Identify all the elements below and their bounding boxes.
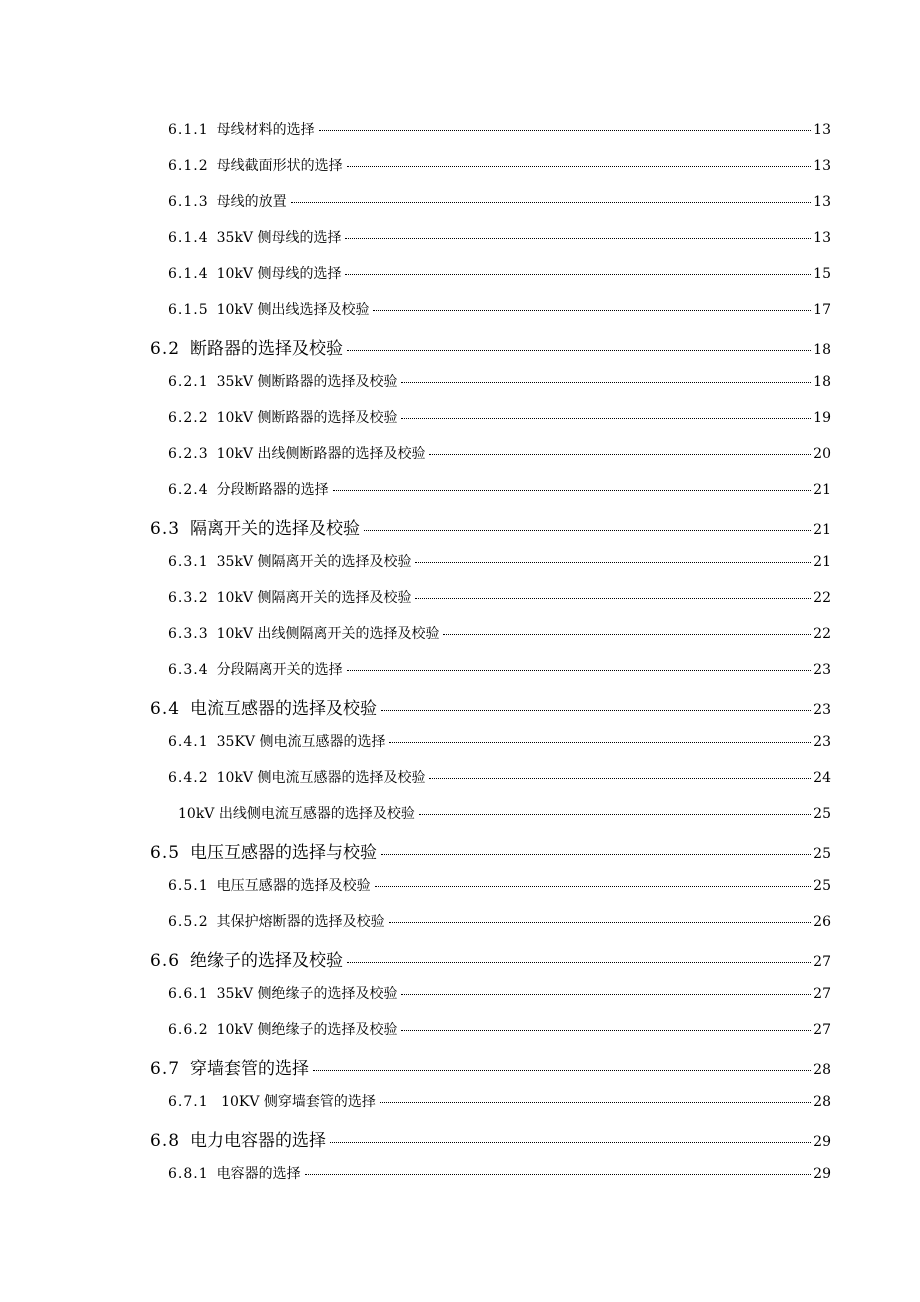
toc-entry-number: 6.1.2 <box>168 158 209 174</box>
toc-entry-page: 15 <box>813 266 831 282</box>
toc-entry-page: 25 <box>813 846 831 862</box>
toc-entry-page: 22 <box>813 626 831 642</box>
toc-entry-number: 6.2 <box>150 339 181 359</box>
toc-entry-number: 6.3.2 <box>168 590 209 606</box>
toc-entry-title: 10kV 出线侧电流互感器的选择及校验 <box>178 806 415 822</box>
toc-entry-number: 6.7.1 <box>168 1094 209 1110</box>
dot-leader <box>429 777 811 779</box>
toc-entry-page: 22 <box>813 590 831 606</box>
toc-entry-page: 25 <box>813 878 831 894</box>
toc-entry-page: 13 <box>813 158 831 174</box>
dot-leader <box>291 201 812 203</box>
toc-entry-number: 6.1.5 <box>168 302 209 318</box>
toc-entry-number: 6.2.1 <box>168 374 209 390</box>
toc-entry-number: 6.8 <box>150 1131 181 1151</box>
toc-entry-page: 21 <box>813 482 831 498</box>
toc-entry[interactable] <box>168 1091 831 1111</box>
toc-section-entry[interactable] <box>150 838 831 863</box>
toc-section-entry[interactable] <box>150 1126 831 1151</box>
toc-entry-title: 35kV 侧断路器的选择及校验 <box>216 374 398 390</box>
toc-entry-title: 母线材料的选择 <box>216 122 315 138</box>
toc-entry[interactable] <box>168 119 831 139</box>
toc-section-entry[interactable] <box>150 694 831 719</box>
dot-leader <box>415 597 811 599</box>
dot-leader <box>319 129 812 131</box>
toc-entry-title: 35KV 侧电流互感器的选择 <box>216 734 386 750</box>
toc-entry-number: 6.4.1 <box>168 734 209 750</box>
toc-entry[interactable] <box>168 155 831 175</box>
toc-entry-number: 6.6.1 <box>168 986 209 1002</box>
dot-leader <box>415 561 811 563</box>
toc-entry-number: 6.3 <box>150 519 181 539</box>
toc-entry-title: 10kV 侧绝缘子的选择及校验 <box>216 1022 398 1038</box>
toc-entry-number: 6.3.3 <box>168 626 209 642</box>
dot-leader <box>419 813 811 815</box>
toc-entry-number: 6.3.4 <box>168 662 209 678</box>
toc-entry[interactable] <box>168 767 831 787</box>
toc-entry-number: 6.5.1 <box>168 878 209 894</box>
dot-leader <box>401 1029 811 1031</box>
toc-entry-page: 29 <box>813 1166 831 1182</box>
toc-entry-title: 电压互感器的选择与校验 <box>190 843 378 863</box>
toc-entry-page: 21 <box>813 554 831 570</box>
toc-entry[interactable] <box>168 443 831 463</box>
toc-entry-title: 分段断路器的选择 <box>216 482 329 498</box>
toc-entry-page: 23 <box>813 702 831 718</box>
toc-entry-page: 23 <box>813 734 831 750</box>
toc-entry[interactable] <box>168 227 831 247</box>
dot-leader <box>330 1141 811 1143</box>
toc-entry[interactable] <box>178 803 831 823</box>
toc-entry-number: 6.7 <box>150 1059 181 1079</box>
toc-entry-number: 6.2.4 <box>168 482 209 498</box>
toc-section-entry[interactable] <box>150 946 831 971</box>
toc-entry-number: 6.1.4 <box>168 266 209 282</box>
toc-entry-number: 6.6 <box>150 951 181 971</box>
toc-entry[interactable] <box>168 479 831 499</box>
dot-leader <box>389 921 812 923</box>
dot-leader <box>345 273 811 275</box>
toc-entry-title: 10kV 侧母线的选择 <box>216 266 342 282</box>
dot-leader <box>401 417 811 419</box>
toc-entry-title: 母线截面形状的选择 <box>216 158 343 174</box>
toc-entry-number: 6.5 <box>150 843 181 863</box>
dot-leader <box>345 237 811 239</box>
toc-entry-number: 6.4.2 <box>168 770 209 786</box>
toc-entry-page: 27 <box>813 986 831 1002</box>
toc-entry-page: 13 <box>813 230 831 246</box>
dot-leader <box>305 1173 812 1175</box>
toc-entry-number: 6.2.2 <box>168 410 209 426</box>
toc-entry[interactable] <box>168 551 831 571</box>
toc-entry-number: 6.1.1 <box>168 122 209 138</box>
toc-entry-title: 10KV 侧穿墙套管的选择 <box>216 1094 376 1110</box>
toc-entry[interactable] <box>168 587 831 607</box>
toc-entry-title: 35kV 侧母线的选择 <box>216 230 342 246</box>
toc-entry-title: 35kV 侧绝缘子的选择及校验 <box>216 986 398 1002</box>
toc-entry-title: 电力电容器的选择 <box>190 1131 327 1151</box>
toc-entry-title: 10kV 侧断路器的选择及校验 <box>216 410 398 426</box>
toc-entry[interactable] <box>168 371 831 391</box>
toc-entry-page: 26 <box>813 914 831 930</box>
toc-entry[interactable] <box>168 659 831 679</box>
toc-entry-title: 10kV 出线侧断路器的选择及校验 <box>216 446 426 462</box>
toc-entry-number: 6.4 <box>150 699 181 719</box>
dot-leader <box>347 669 812 671</box>
toc-entry[interactable] <box>168 623 831 643</box>
toc-entry-number: 6.5.2 <box>168 914 209 930</box>
toc-entry-number: 6.1.3 <box>168 194 209 210</box>
toc-entry-title: 母线的放置 <box>216 194 287 210</box>
dot-leader <box>313 1069 811 1071</box>
toc-entry-number: 6.3.1 <box>168 554 209 570</box>
toc-entry-title: 10kV 出线侧隔离开关的选择及校验 <box>216 626 440 642</box>
dot-leader <box>375 885 812 887</box>
dot-leader <box>429 453 811 455</box>
toc-entry-title: 其保护熔断器的选择及校验 <box>216 914 385 930</box>
dot-leader <box>347 961 811 963</box>
dot-leader <box>389 741 811 743</box>
toc-entry-page: 27 <box>813 954 831 970</box>
toc-entry-title: 穿墙套管的选择 <box>190 1059 310 1079</box>
toc-entry-page: 28 <box>813 1062 831 1078</box>
dot-leader <box>401 381 811 383</box>
toc-entry-number: 6.8.1 <box>168 1166 209 1182</box>
toc-entry-page: 28 <box>813 1094 831 1110</box>
toc-entry[interactable] <box>168 299 831 319</box>
toc-entry-page: 29 <box>813 1134 831 1150</box>
toc-entry-page: 19 <box>813 410 831 426</box>
toc-entry-page: 13 <box>813 194 831 210</box>
toc-section-entry[interactable] <box>150 1054 831 1079</box>
toc-entry-page: 20 <box>813 446 831 462</box>
toc-entry-page: 24 <box>813 770 831 786</box>
toc-entry[interactable] <box>168 263 831 283</box>
toc-entry-number: 6.2.3 <box>168 446 209 462</box>
dot-leader <box>364 529 811 531</box>
toc-entry-title: 分段隔离开关的选择 <box>216 662 343 678</box>
dot-leader <box>443 633 811 635</box>
dot-leader <box>373 309 811 311</box>
toc-entry[interactable] <box>168 1163 831 1183</box>
toc-entry-page: 21 <box>813 522 831 538</box>
toc-entry-title: 绝缘子的选择及校验 <box>190 951 344 971</box>
toc-entry[interactable] <box>168 191 831 211</box>
dot-leader <box>347 165 812 167</box>
dot-leader <box>380 1101 811 1103</box>
dot-leader <box>333 489 812 491</box>
toc-entry-title: 电容器的选择 <box>216 1166 301 1182</box>
dot-leader <box>401 993 811 995</box>
toc-entry-title: 10kV 侧电流互感器的选择及校验 <box>216 770 426 786</box>
toc-section-entry[interactable] <box>150 514 831 539</box>
toc-entry-page: 13 <box>813 122 831 138</box>
toc-entry[interactable] <box>168 731 831 751</box>
toc-entry-number: 6.6.2 <box>168 1022 209 1038</box>
toc-entry[interactable] <box>168 1019 831 1039</box>
toc-entry[interactable] <box>168 407 831 427</box>
toc-entry[interactable] <box>168 983 831 1003</box>
toc-entry-title: 10kV 侧隔离开关的选择及校验 <box>216 590 412 606</box>
toc-entry-number: 6.1.4 <box>168 230 209 246</box>
toc-entry-title: 电流互感器的选择及校验 <box>190 699 378 719</box>
dot-leader <box>381 709 811 711</box>
dot-leader <box>347 349 811 351</box>
toc-entry-title: 10kV 侧出线选择及校验 <box>216 302 370 318</box>
toc-entry-page: 23 <box>813 662 831 678</box>
toc-entry[interactable] <box>168 911 831 931</box>
toc-entry-title: 隔离开关的选择及校验 <box>190 519 361 539</box>
toc-section-entry[interactable] <box>150 334 831 359</box>
toc-entry-page: 18 <box>813 342 831 358</box>
toc-entry[interactable] <box>168 875 831 895</box>
toc-entry-page: 18 <box>813 374 831 390</box>
toc-entry-title: 电压互感器的选择及校验 <box>216 878 371 894</box>
toc-entry-page: 17 <box>813 302 831 318</box>
toc-entry-page: 27 <box>813 1022 831 1038</box>
dot-leader <box>381 853 811 855</box>
toc-entry-page: 25 <box>813 806 831 822</box>
toc-entry-title: 35kV 侧隔离开关的选择及校验 <box>216 554 412 570</box>
toc-entry-title: 断路器的选择及校验 <box>190 339 344 359</box>
